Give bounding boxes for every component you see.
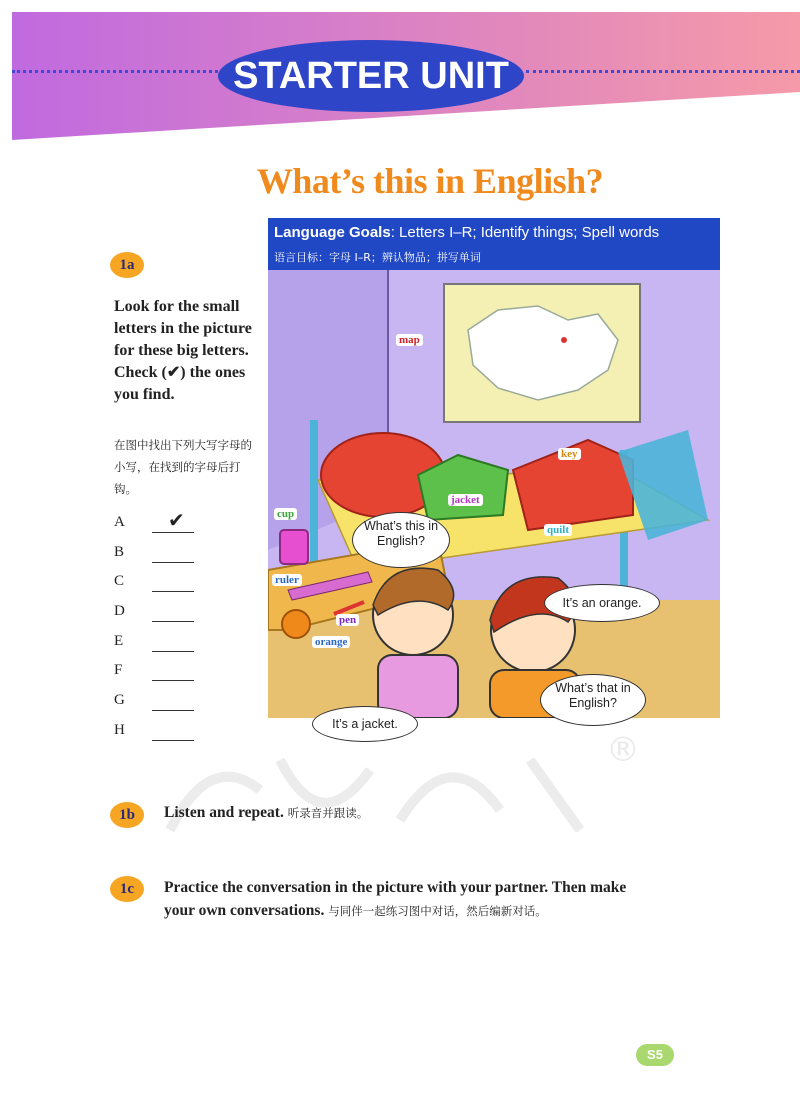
letter-row-b[interactable] [114,544,234,568]
activity-1b-zh: 听录音并跟读。 [287,806,369,820]
label-orange: orange [312,636,350,648]
letter-label: E [114,633,124,649]
letter-row-f[interactable] [114,662,234,686]
scene-drawing [268,270,720,718]
letter-row-d[interactable] [114,603,234,627]
activity-1c-badge: 1c [110,876,144,902]
activity-1c-en: your own conversations. [164,902,325,919]
language-goals-list: : Letters I–R; Identify things; Spell words [390,224,660,241]
letter-label: B [114,544,125,560]
activity-1a-instruction: Look for the small letters in the picture for these big letters. Check (✔) the ones you find. [114,298,252,403]
activity-1b-badge: 1b [110,802,144,828]
letter-label: C [114,573,125,589]
label-pen: pen [336,614,359,626]
bedroom-illustration [268,270,720,718]
activity-1b-text [164,804,368,822]
speech-bubble-a2: It’s a jacket. [312,706,418,742]
label-cup: cup [274,508,297,520]
cup-picture [280,530,308,564]
answer-line [152,710,194,711]
label-ruler: ruler [272,574,302,586]
speech-bubble-q1: What’s this in English? [352,512,450,568]
registered-mark: ® [606,730,640,770]
label-jacket: jacket [448,494,483,506]
answer-line [152,680,194,681]
answer-line [152,591,194,592]
activity-1c-line1: Practice the conversation in the picture with your partner. Then make [164,879,627,896]
activity-1c-zh: 与同伴一起练习图中对话，然后编新对话。 [328,904,547,918]
language-goals-box [268,218,720,270]
activity-1a-badge: 1a [110,252,144,278]
orange-picture [282,610,310,638]
unit-title: STARTER UNIT 2 [218,40,524,112]
letter-label: A [114,514,125,530]
activity-1b-en: Listen and repeat. [164,804,284,821]
letter-row-a[interactable] [114,510,234,538]
letter-row-e[interactable] [114,633,234,657]
speech-bubble-q2: What’s that in English? [540,674,646,726]
letter-label: D [114,603,125,619]
letter-label: G [114,692,125,708]
answer-line [152,621,194,622]
dotted-rule-left [12,70,218,73]
label-key: key [558,448,581,460]
letter-label: F [114,662,123,678]
activity-1a-instruction-zh: 在图中找出下列大写字母的小写，在找到的字母后打钩。 [114,438,252,496]
answer-line [152,562,194,563]
check-mark: ✔ [168,510,185,532]
language-goals-text [274,224,659,241]
activity-1c-line2 [164,902,547,920]
letter-row-c[interactable] [114,573,234,597]
speech-bubble-a1: It’s an orange. [544,584,660,622]
dotted-rule-right [526,70,800,73]
letter-label: H [114,722,125,738]
letter-row-g[interactable] [114,692,234,716]
page-title: What’s this in English? [256,161,604,201]
label-quilt: quilt [544,524,572,536]
label-map: map [396,334,423,346]
answer-line [152,651,194,652]
language-goals-zh: 语言目标：字母 I–R；辨认物品；拼写单词 [274,251,481,264]
publisher-watermark [150,730,670,850]
page-number: S5 [636,1044,674,1066]
language-goals-label: Language Goals [274,224,391,241]
